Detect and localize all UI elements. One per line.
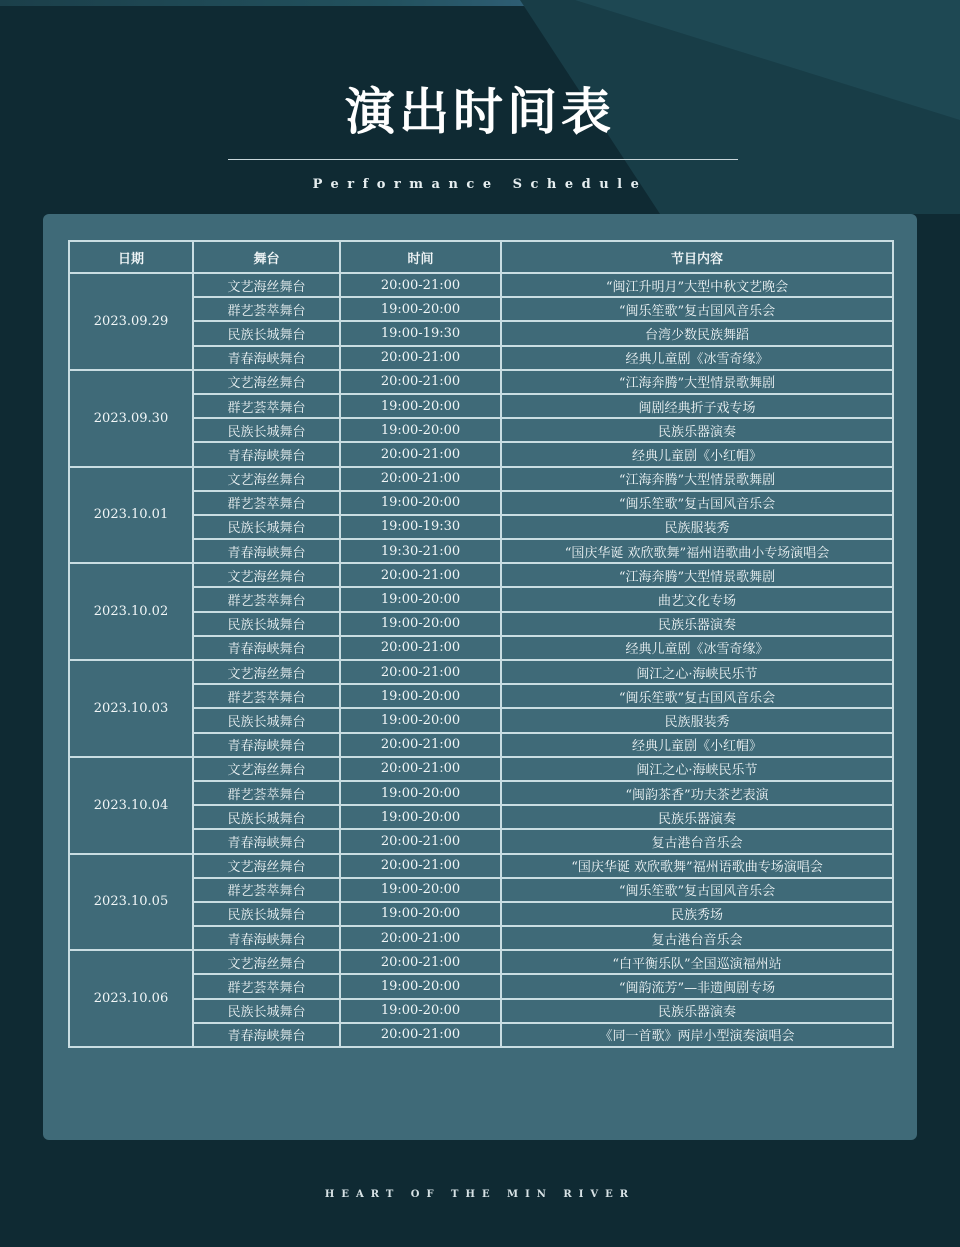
table-row xyxy=(69,878,893,902)
program-cell: 经典儿童剧《冰雪奇缘》 xyxy=(501,636,893,660)
table-row xyxy=(69,297,893,321)
time-cell: 19:00-20:00 xyxy=(340,587,501,611)
program-cell: 民族乐器演奏 xyxy=(501,418,893,442)
time-cell: 19:00-19:30 xyxy=(340,321,501,345)
date-cell: 2023.10.05 xyxy=(69,854,193,951)
stage-cell: 文艺海丝舞台 xyxy=(193,467,340,491)
program-cell: “闽韵流芳”—非遗闽剧专场 xyxy=(501,974,893,998)
time-cell: 20:00-21:00 xyxy=(340,854,501,878)
time-cell: 20:00-21:00 xyxy=(340,563,501,587)
program-cell: “闽韵茶香”功夫茶艺表演 xyxy=(501,781,893,805)
time-cell: 19:00-20:00 xyxy=(340,491,501,515)
program-cell: “闽乐笙歌”复古国风音乐会 xyxy=(501,491,893,515)
table-row xyxy=(69,587,893,611)
program-cell: 民族乐器演奏 xyxy=(501,612,893,636)
stage-cell: 青春海峡舞台 xyxy=(193,442,340,466)
time-cell: 20:00-21:00 xyxy=(340,346,501,370)
program-cell: “国庆华诞 欢欣歌舞”福州语歌曲小专场演唱会 xyxy=(501,539,893,563)
program-cell: “闽乐笙歌”复古国风音乐会 xyxy=(501,878,893,902)
time-cell: 20:00-21:00 xyxy=(340,467,501,491)
table-row xyxy=(69,708,893,732)
table-row xyxy=(69,757,893,781)
stage-cell: 群艺荟萃舞台 xyxy=(193,684,340,708)
time-cell: 20:00-21:00 xyxy=(340,370,501,394)
program-cell: “江海奔腾”大型情景歌舞剧 xyxy=(501,467,893,491)
program-cell: “闽江升明月”大型中秋文艺晚会 xyxy=(501,273,893,297)
table-row xyxy=(69,418,893,442)
table-row xyxy=(69,612,893,636)
time-cell: 20:00-21:00 xyxy=(340,273,501,297)
time-cell: 19:00-20:00 xyxy=(340,805,501,829)
program-cell: 民族乐器演奏 xyxy=(501,805,893,829)
time-cell: 19:00-20:00 xyxy=(340,999,501,1023)
table-row xyxy=(69,902,893,926)
time-cell: 20:00-21:00 xyxy=(340,829,501,853)
table-row xyxy=(69,805,893,829)
time-cell: 19:30-21:00 xyxy=(340,539,501,563)
schedule-table-body xyxy=(69,273,893,1047)
stage-cell: 青春海峡舞台 xyxy=(193,636,340,660)
table-row xyxy=(69,515,893,539)
stage-cell: 文艺海丝舞台 xyxy=(193,370,340,394)
program-cell: 台湾少数民族舞蹈 xyxy=(501,321,893,345)
stage-cell: 文艺海丝舞台 xyxy=(193,854,340,878)
table-row xyxy=(69,926,893,950)
program-cell: 闽江之心·海峡民乐节 xyxy=(501,660,893,684)
stage-cell: 青春海峡舞台 xyxy=(193,346,340,370)
table-row xyxy=(69,273,893,297)
table-row xyxy=(69,733,893,757)
stage-cell: 民族长城舞台 xyxy=(193,902,340,926)
time-cell: 20:00-21:00 xyxy=(340,636,501,660)
time-cell: 19:00-20:00 xyxy=(340,394,501,418)
program-cell: 复古港台音乐会 xyxy=(501,829,893,853)
stage-cell: 青春海峡舞台 xyxy=(193,926,340,950)
stage-cell: 民族长城舞台 xyxy=(193,805,340,829)
table-row xyxy=(69,684,893,708)
table-row xyxy=(69,539,893,563)
table-row xyxy=(69,781,893,805)
program-cell: “闽乐笙歌”复古国风音乐会 xyxy=(501,684,893,708)
stage-cell: 民族长城舞台 xyxy=(193,999,340,1023)
table-header-row xyxy=(69,241,893,273)
time-cell: 19:00-19:30 xyxy=(340,515,501,539)
table-row xyxy=(69,974,893,998)
table-row xyxy=(69,854,893,878)
table-row xyxy=(69,467,893,491)
program-cell: 复古港台音乐会 xyxy=(501,926,893,950)
stage-cell: 青春海峡舞台 xyxy=(193,1023,340,1047)
time-cell: 19:00-20:00 xyxy=(340,418,501,442)
stage-cell: 民族长城舞台 xyxy=(193,321,340,345)
time-cell: 20:00-21:00 xyxy=(340,757,501,781)
table-row xyxy=(69,1023,893,1047)
stage-cell: 民族长城舞台 xyxy=(193,418,340,442)
program-cell: 闽剧经典折子戏专场 xyxy=(501,394,893,418)
time-cell: 19:00-20:00 xyxy=(340,902,501,926)
program-cell: 经典儿童剧《冰雪奇缘》 xyxy=(501,346,893,370)
program-cell: 经典儿童剧《小红帽》 xyxy=(501,733,893,757)
table-row xyxy=(69,321,893,345)
program-cell: “白平衡乐队”全国巡演福州站 xyxy=(501,950,893,974)
program-cell: 民族服装秀 xyxy=(501,708,893,732)
time-cell: 20:00-21:00 xyxy=(340,660,501,684)
program-cell: 民族服装秀 xyxy=(501,515,893,539)
program-cell: 民族秀场 xyxy=(501,902,893,926)
stage-cell: 文艺海丝舞台 xyxy=(193,273,340,297)
schedule-table xyxy=(68,240,894,1048)
program-cell: “江海奔腾”大型情景歌舞剧 xyxy=(501,370,893,394)
program-cell: 民族乐器演奏 xyxy=(501,999,893,1023)
program-cell: “闽乐笙歌”复古国风音乐会 xyxy=(501,297,893,321)
stage-cell: 群艺荟萃舞台 xyxy=(193,974,340,998)
stage-cell: 群艺荟萃舞台 xyxy=(193,878,340,902)
time-cell: 20:00-21:00 xyxy=(340,926,501,950)
stage-cell: 青春海峡舞台 xyxy=(193,539,340,563)
table-row xyxy=(69,394,893,418)
stage-cell: 青春海峡舞台 xyxy=(193,829,340,853)
stage-cell: 群艺荟萃舞台 xyxy=(193,587,340,611)
time-cell: 19:00-20:00 xyxy=(340,612,501,636)
table-row xyxy=(69,950,893,974)
stage-cell: 青春海峡舞台 xyxy=(193,733,340,757)
column-header-program: 节目内容 xyxy=(501,241,893,273)
program-cell: 《同一首歌》两岸小型演奏演唱会 xyxy=(501,1023,893,1047)
time-cell: 20:00-21:00 xyxy=(340,1023,501,1047)
time-cell: 19:00-20:00 xyxy=(340,781,501,805)
time-cell: 20:00-21:00 xyxy=(340,442,501,466)
column-header-date: 日期 xyxy=(69,241,193,273)
program-cell: “江海奔腾”大型情景歌舞剧 xyxy=(501,563,893,587)
title-divider xyxy=(228,159,738,160)
table-row xyxy=(69,999,893,1023)
date-cell: 2023.10.02 xyxy=(69,563,193,660)
time-cell: 19:00-20:00 xyxy=(340,878,501,902)
time-cell: 19:00-20:00 xyxy=(340,974,501,998)
table-row xyxy=(69,346,893,370)
date-cell: 2023.10.01 xyxy=(69,467,193,564)
table-row xyxy=(69,829,893,853)
program-cell: 曲艺文化专场 xyxy=(501,587,893,611)
program-cell: “国庆华诞 欢欣歌舞”福州语歌曲专场演唱会 xyxy=(501,854,893,878)
time-cell: 19:00-20:00 xyxy=(340,708,501,732)
column-header-time: 时间 xyxy=(340,241,501,273)
program-cell: 经典儿童剧《小红帽》 xyxy=(501,442,893,466)
table-row xyxy=(69,563,893,587)
column-header-stage: 舞台 xyxy=(193,241,340,273)
time-cell: 19:00-20:00 xyxy=(340,684,501,708)
table-row xyxy=(69,636,893,660)
date-cell: 2023.09.29 xyxy=(69,273,193,370)
time-cell: 20:00-21:00 xyxy=(340,733,501,757)
footer-tagline: HEART OF THE MIN RIVER xyxy=(324,1189,636,1200)
stage-cell: 群艺荟萃舞台 xyxy=(193,491,340,515)
date-cell: 2023.09.30 xyxy=(69,370,193,467)
stage-cell: 文艺海丝舞台 xyxy=(193,563,340,587)
stage-cell: 民族长城舞台 xyxy=(193,612,340,636)
stage-cell: 群艺荟萃舞台 xyxy=(193,297,340,321)
time-cell: 19:00-20:00 xyxy=(340,297,501,321)
stage-cell: 民族长城舞台 xyxy=(193,515,340,539)
time-cell: 20:00-21:00 xyxy=(340,950,501,974)
date-cell: 2023.10.04 xyxy=(69,757,193,854)
stage-cell: 文艺海丝舞台 xyxy=(193,950,340,974)
page-title: 演出时间表 xyxy=(345,83,615,141)
stage-cell: 群艺荟萃舞台 xyxy=(193,394,340,418)
stage-cell: 民族长城舞台 xyxy=(193,708,340,732)
table-row xyxy=(69,442,893,466)
date-cell: 2023.10.06 xyxy=(69,950,193,1047)
table-row xyxy=(69,370,893,394)
page-subtitle: Performance Schedule xyxy=(312,177,648,192)
stage-cell: 文艺海丝舞台 xyxy=(193,757,340,781)
table-row xyxy=(69,660,893,684)
program-cell: 闽江之心·海峡民乐节 xyxy=(501,757,893,781)
stage-cell: 文艺海丝舞台 xyxy=(193,660,340,684)
table-row xyxy=(69,491,893,515)
stage-cell: 群艺荟萃舞台 xyxy=(193,781,340,805)
date-cell: 2023.10.03 xyxy=(69,660,193,757)
